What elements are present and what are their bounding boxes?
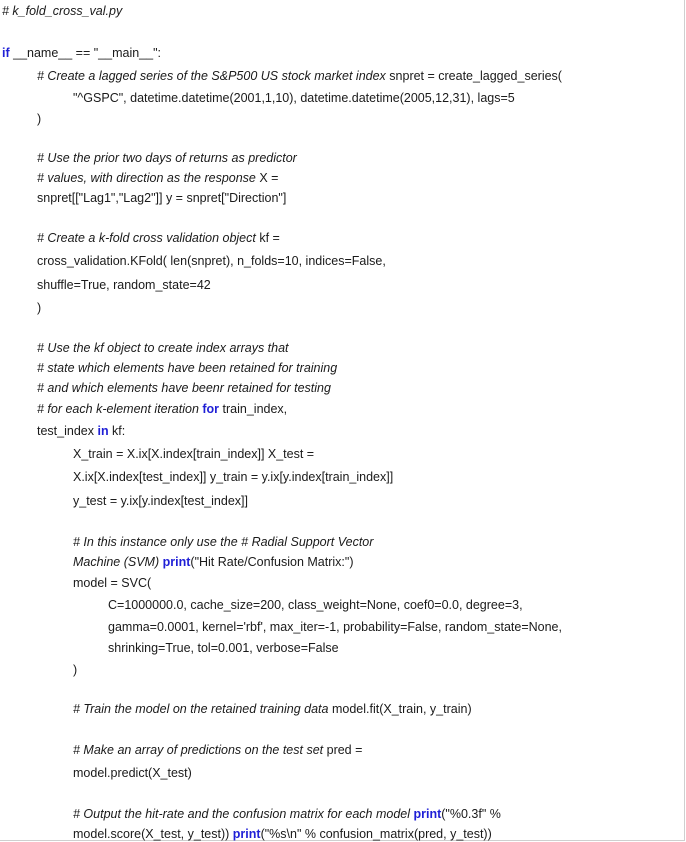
svm-comment-1: # In this instance only use the # Radial Support Vector bbox=[73, 535, 374, 549]
loop-body-2: X.ix[X.index[test_index]] y_train = y.ix[y.index[train_index]] bbox=[73, 470, 394, 484]
keyword-print-2: print bbox=[232, 827, 261, 841]
predict-code-2: model.predict(X_test) bbox=[73, 766, 192, 780]
kfold-code-1: kf = bbox=[255, 231, 280, 245]
loop-header-line-2 bbox=[37, 423, 125, 439]
loop-comment-2: # state which elements have been retained for training bbox=[37, 361, 338, 375]
keyword-print-1: print bbox=[413, 807, 442, 821]
svm-comment-2: Machine (SVM) bbox=[73, 555, 160, 569]
keyword-for: for bbox=[202, 402, 220, 416]
train-code: model.fit(X_train, y_train) bbox=[328, 702, 472, 716]
lagged-series-close: ) bbox=[37, 112, 42, 126]
loop-body-1: X_train = X.ix[X.index[train_index]] X_test = bbox=[73, 447, 315, 461]
output-code-2a: model.score(X_test, y_test)) bbox=[73, 827, 230, 841]
loop-comment-1: # Use the kf object to create index arrays that bbox=[37, 341, 289, 355]
lagged-series-args: "^GSPC", datetime.datetime(2001,1,10), datetime.datetime(2005,12,31), lags=5 bbox=[73, 91, 515, 105]
predictor-code-3: snpret[["Lag1","Lag2"]] y = snpret["Direction"] bbox=[37, 191, 287, 205]
predictor-line-2 bbox=[37, 170, 278, 186]
kfold-code-2: cross_validation.KFold( len(snpret), n_folds=10, indices=False, bbox=[37, 254, 386, 268]
lagged-series-comment: # Create a lagged series of the S&P500 US stock market index bbox=[37, 69, 386, 83]
output-line-2 bbox=[73, 826, 492, 842]
svm-line-2 bbox=[73, 554, 354, 570]
svm-print-arg: ("Hit Rate/Confusion Matrix:") bbox=[190, 555, 354, 569]
output-line-1 bbox=[73, 806, 501, 822]
output-code-1: ("%0.3f" % bbox=[441, 807, 501, 821]
lagged-series-code: snpret = create_lagged_series( bbox=[385, 69, 562, 83]
predictor-comment-1: # Use the prior two days of returns as predictor bbox=[37, 151, 297, 165]
loop-comment-3: # and which elements have beenr retained for testing bbox=[37, 381, 331, 395]
loop-code-5a: test_index bbox=[37, 424, 98, 438]
svm-close: ) bbox=[73, 663, 78, 677]
kfold-line-1 bbox=[37, 230, 280, 246]
predict-code-1: pred = bbox=[323, 743, 363, 757]
svm-model-line: model = SVC( bbox=[73, 576, 152, 590]
keyword-print: print bbox=[162, 555, 191, 569]
kfold-code-3: shuffle=True, random_state=42 bbox=[37, 278, 211, 292]
keyword-if: if bbox=[2, 46, 10, 60]
loop-comment-4: # for each k-element iteration bbox=[37, 402, 199, 416]
loop-code-4: train_index, bbox=[219, 402, 288, 416]
keyword-in: in bbox=[97, 424, 109, 438]
main-guard-line bbox=[2, 45, 161, 61]
loop-code-5b: kf: bbox=[108, 424, 126, 438]
train-line bbox=[73, 701, 472, 717]
lagged-series-line bbox=[37, 68, 562, 84]
svm-params-3: shrinking=True, tol=0.001, verbose=False bbox=[108, 641, 339, 655]
output-comment: # Output the hit-rate and the confusion matrix for each model bbox=[73, 807, 410, 821]
kfold-close: ) bbox=[37, 301, 42, 315]
filename-comment: # k_fold_cross_val.py bbox=[2, 4, 123, 18]
predictor-comment-2: # values, with direction as the response bbox=[37, 171, 256, 185]
output-code-2b: ("%s\n" % confusion_matrix(pred, y_test)) bbox=[260, 827, 492, 841]
loop-body-3: y_test = y.ix[y.index[test_index]] bbox=[73, 494, 248, 508]
kfold-comment: # Create a k-fold cross validation object bbox=[37, 231, 256, 245]
svm-params-2: gamma=0.0001, kernel='rbf', max_iter=-1, probability=False, random_state=None, bbox=[108, 620, 562, 634]
predict-comment: # Make an array of predictions on the test set bbox=[73, 743, 324, 757]
predict-line-1 bbox=[73, 742, 362, 758]
train-comment: # Train the model on the retained training data bbox=[73, 702, 329, 716]
loop-header-line bbox=[37, 401, 287, 417]
svm-params-1: C=1000000.0, cache_size=200, class_weight=None, coef0=0.0, degree=3, bbox=[108, 598, 523, 612]
predictor-code-2: X = bbox=[255, 171, 279, 185]
main-guard-text: __name__ == "__main__": bbox=[9, 46, 161, 60]
